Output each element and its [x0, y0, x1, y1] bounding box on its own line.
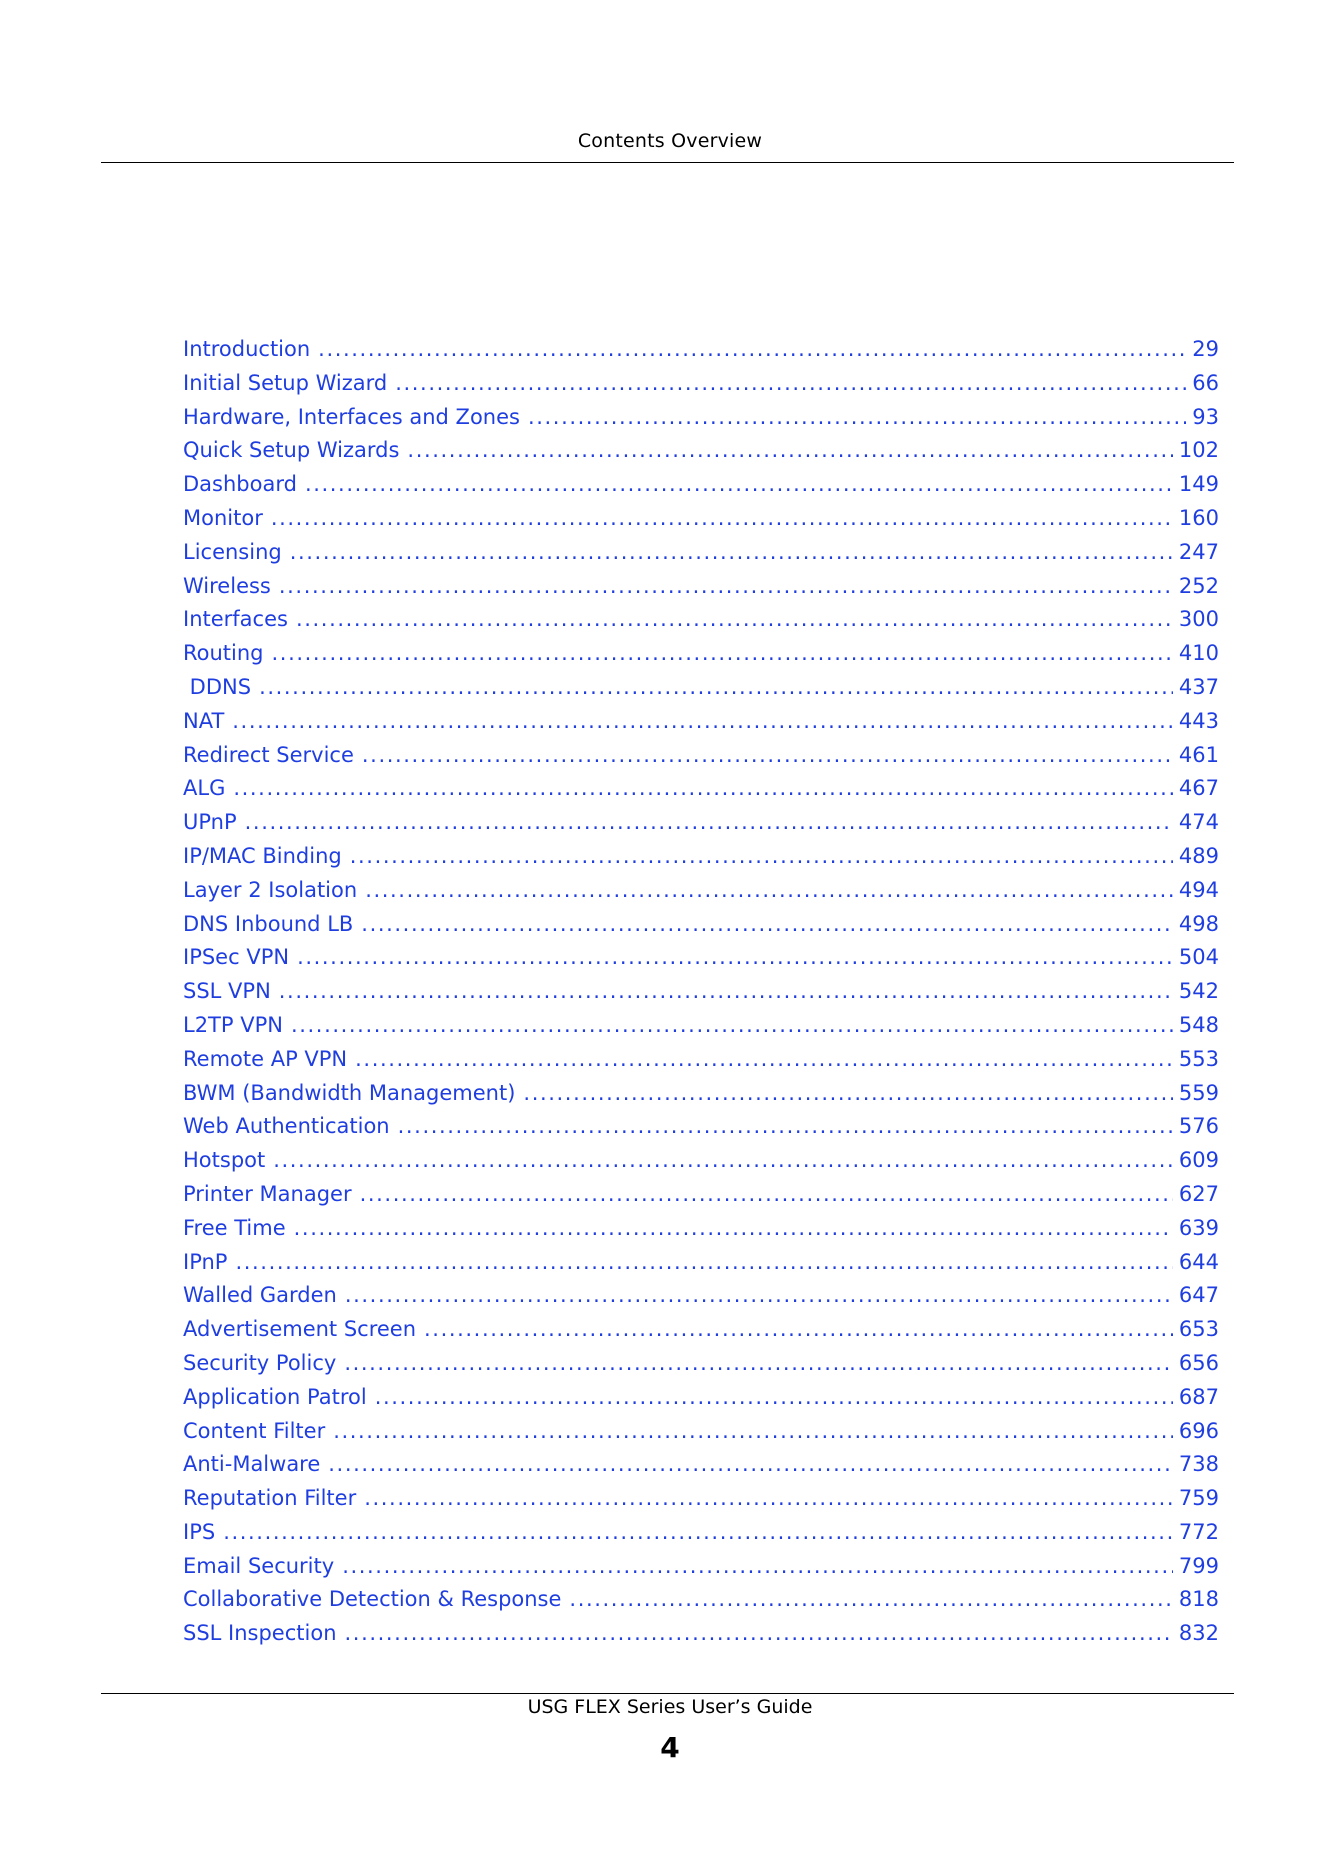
toc-entry[interactable] [183, 979, 1219, 1013]
toc-dot-leader [342, 1556, 1173, 1577]
toc-entry-title[interactable]: Interfaces [183, 607, 288, 632]
toc-dot-leader [365, 880, 1173, 901]
toc-entry[interactable] [183, 844, 1219, 878]
toc-dot-leader [305, 474, 1173, 495]
toc-entry-page-number[interactable]: 656 [1178, 1350, 1219, 1375]
toc-entry-title[interactable]: ALG [183, 776, 226, 801]
toc-dot-leader [344, 1353, 1173, 1374]
toc-entry[interactable] [183, 1283, 1219, 1317]
toc-dot-leader [245, 812, 1173, 833]
toc-entry-title[interactable]: Walled Garden [183, 1283, 337, 1308]
toc-entry-title[interactable]: Quick Setup Wizards [183, 438, 400, 463]
toc-entry-title[interactable]: Anti-Malware [183, 1452, 321, 1477]
toc-dot-leader [271, 508, 1173, 529]
toc-entry[interactable] [183, 472, 1219, 506]
toc-entry-page-number[interactable]: 489 [1178, 843, 1219, 868]
toc-dot-leader [375, 1387, 1173, 1408]
toc-dot-leader [291, 1015, 1173, 1036]
toc-entry-title[interactable]: Printer Manager [183, 1181, 352, 1206]
toc-dot-leader [235, 1252, 1172, 1273]
toc-dot-leader [294, 1218, 1173, 1239]
toc-entry-page-number[interactable]: 576 [1178, 1114, 1219, 1139]
page-header-title: Contents Overview [577, 130, 763, 152]
footer-divider [101, 1693, 1234, 1694]
toc-entry-page-number[interactable]: 66 [1192, 370, 1219, 395]
toc-entry-page-number[interactable]: 559 [1178, 1080, 1219, 1105]
toc-entry-title[interactable]: SSL Inspection [183, 1621, 337, 1646]
toc-entry[interactable] [183, 405, 1219, 439]
toc-dot-leader [233, 778, 1173, 799]
toc-dot-leader [569, 1589, 1172, 1610]
toc-dot-leader [398, 1116, 1173, 1137]
toc-entry[interactable] [183, 1351, 1219, 1385]
toc-entry[interactable] [183, 1554, 1219, 1588]
toc-entry-page-number[interactable]: 102 [1178, 438, 1219, 463]
toc-dot-leader [350, 846, 1173, 867]
toc-entry-title[interactable]: Email Security [183, 1553, 335, 1578]
toc-entry-page-number[interactable]: 494 [1178, 877, 1219, 902]
toc-entry[interactable] [183, 641, 1219, 675]
toc-dot-leader [318, 339, 1186, 360]
toc-entry[interactable] [183, 1114, 1219, 1148]
toc-entry-title[interactable]: Redirect Service [183, 742, 354, 767]
toc-entry[interactable] [183, 1047, 1219, 1081]
toc-entry[interactable] [183, 1587, 1219, 1621]
toc-entry-page-number[interactable]: 247 [1178, 539, 1219, 564]
toc-entry-title[interactable]: DDNS [183, 674, 252, 699]
toc-entry-page-number[interactable]: 644 [1178, 1249, 1219, 1274]
toc-entry[interactable] [183, 337, 1219, 371]
toc-entry-title[interactable]: UPnP [183, 810, 237, 835]
toc-entry-title[interactable]: Hotspot [183, 1148, 266, 1173]
toc-entry-page-number[interactable]: 548 [1178, 1012, 1219, 1037]
toc-entry-title[interactable]: Monitor [183, 505, 263, 530]
toc-entry[interactable] [183, 574, 1219, 608]
toc-entry[interactable] [183, 1216, 1219, 1250]
toc-dot-leader [279, 981, 1173, 1002]
toc-dot-leader [528, 407, 1186, 428]
toc-entry-title[interactable]: Web Authentication [183, 1114, 390, 1139]
toc-dot-leader [395, 373, 1186, 394]
toc-dot-leader [232, 711, 1173, 732]
toc-entry[interactable] [183, 1250, 1219, 1284]
toc-entry-page-number[interactable]: 772 [1178, 1519, 1219, 1544]
toc-entry-page-number[interactable]: 498 [1178, 911, 1219, 936]
toc-entry-page-number[interactable]: 759 [1178, 1486, 1219, 1511]
toc-entry-title[interactable]: Routing [183, 641, 264, 666]
toc-dot-leader [360, 1184, 1173, 1205]
toc-dot-leader [272, 643, 1173, 664]
toc-entry-title[interactable]: SSL VPN [183, 979, 271, 1004]
toc-entry-title[interactable]: IPSec VPN [183, 945, 290, 970]
toc-entry-title[interactable]: Introduction [183, 337, 311, 361]
toc-entry[interactable] [183, 743, 1219, 777]
toc-entry-title[interactable]: Content Filter [183, 1418, 326, 1443]
toc-entry-title[interactable]: Licensing [183, 539, 282, 564]
toc-entry-title[interactable]: IPS [183, 1519, 216, 1544]
toc-dot-leader [407, 440, 1172, 461]
header-divider [101, 162, 1234, 163]
toc-entry[interactable] [183, 1081, 1219, 1115]
toc-dot-leader [345, 1285, 1173, 1306]
toc-entry-title[interactable]: DNS Inbound LB [183, 911, 354, 936]
toc-entry[interactable] [183, 1419, 1219, 1453]
toc-entry-title[interactable]: Security Policy [183, 1350, 337, 1375]
toc-entry-page-number[interactable]: 93 [1192, 404, 1219, 429]
toc-entry[interactable] [183, 810, 1219, 844]
toc-entry-page-number[interactable]: 410 [1178, 641, 1219, 666]
toc-entry[interactable] [183, 540, 1219, 574]
toc-dot-leader [345, 1623, 1173, 1644]
toc-dot-leader [523, 1083, 1172, 1104]
toc-entry-page-number[interactable]: 437 [1178, 674, 1219, 699]
toc-entry-page-number[interactable]: 818 [1178, 1587, 1219, 1612]
toc-entry-page-number[interactable]: 553 [1178, 1046, 1219, 1071]
toc-entry[interactable] [183, 945, 1219, 979]
toc-dot-leader [273, 1150, 1173, 1171]
toc-entry[interactable] [183, 1385, 1219, 1419]
toc-entry-page-number[interactable]: 160 [1178, 505, 1219, 530]
toc-entry-title[interactable]: Collaborative Detection & Response [183, 1587, 562, 1612]
toc-entry-page-number[interactable]: 639 [1178, 1215, 1219, 1240]
toc-entry-title[interactable]: Hardware, Interfaces and Zones [183, 404, 520, 429]
toc-entry[interactable] [183, 1621, 1219, 1655]
toc-entry-title[interactable]: Application Patrol [183, 1384, 367, 1409]
toc-entry-page-number[interactable]: 687 [1178, 1384, 1219, 1409]
toc-entry-page-number[interactable]: 252 [1178, 573, 1219, 598]
page-number: 4 [660, 1731, 680, 1764]
toc-dot-leader [223, 1522, 1173, 1543]
toc-entry-title[interactable]: IPnP [183, 1249, 228, 1274]
toc-entry-page-number[interactable]: 467 [1178, 776, 1219, 801]
toc-entry[interactable] [183, 776, 1219, 810]
toc-entry-page-number[interactable]: 609 [1178, 1148, 1219, 1173]
toc-entry-title[interactable]: Dashboard [183, 472, 297, 497]
toc-entry-title[interactable]: Initial Setup Wizard [183, 370, 388, 395]
toc-dot-leader [279, 576, 1173, 597]
toc-entry[interactable] [183, 438, 1219, 472]
toc-dot-leader [355, 1049, 1173, 1070]
toc-dot-leader [364, 1488, 1173, 1509]
toc-entry-title[interactable]: L2TP VPN [183, 1012, 283, 1037]
toc-dot-leader [424, 1319, 1173, 1340]
toc-entry[interactable] [183, 709, 1219, 743]
toc-entry[interactable] [183, 1486, 1219, 1520]
toc-entry-page-number[interactable]: 29 [1192, 337, 1219, 361]
toc-entry-title[interactable]: BWM (Bandwidth Management) [183, 1080, 516, 1105]
toc-entry-title[interactable]: Free Time [183, 1215, 286, 1240]
toc-entry-title[interactable]: Remote AP VPN [183, 1046, 348, 1071]
toc-entry[interactable] [183, 1520, 1219, 1554]
toc-entry-title[interactable]: NAT [183, 708, 225, 733]
toc-entry-title[interactable]: Layer 2 Isolation [183, 877, 358, 902]
toc-entry-page-number[interactable]: 542 [1178, 979, 1219, 1004]
toc-entry[interactable] [183, 878, 1219, 912]
toc-entry[interactable] [183, 912, 1219, 946]
toc-dot-leader [297, 947, 1173, 968]
toc-entry-title[interactable]: Wireless [183, 573, 271, 598]
toc-entry-title[interactable]: IP/MAC Binding [183, 843, 342, 868]
toc-entry-page-number[interactable]: 149 [1178, 472, 1219, 497]
toc-dot-leader [333, 1421, 1173, 1442]
toc-entry-page-number[interactable]: 696 [1178, 1418, 1219, 1443]
toc-dot-leader [361, 914, 1173, 935]
toc-entry-page-number[interactable]: 504 [1178, 945, 1219, 970]
toc-entry[interactable] [183, 1148, 1219, 1182]
table-of-contents [183, 337, 1219, 1655]
toc-entry-page-number[interactable]: 474 [1178, 810, 1219, 835]
footer-guide-title: USG FLEX Series User’s Guide [527, 1696, 813, 1718]
toc-entry-page-number[interactable]: 647 [1178, 1283, 1219, 1308]
toc-entry-page-number[interactable]: 300 [1178, 607, 1219, 632]
toc-dot-leader [362, 745, 1173, 766]
toc-entry-page-number[interactable]: 461 [1178, 742, 1219, 767]
toc-dot-leader [259, 677, 1173, 698]
toc-entry-page-number[interactable]: 832 [1178, 1621, 1219, 1646]
toc-entry-page-number[interactable]: 443 [1178, 708, 1219, 733]
toc-entry[interactable] [183, 1182, 1219, 1216]
toc-dot-leader [296, 609, 1173, 630]
toc-entry[interactable] [183, 607, 1219, 641]
toc-entry-title[interactable]: Reputation Filter [183, 1486, 357, 1511]
toc-entry[interactable] [183, 1452, 1219, 1486]
toc-entry-page-number[interactable]: 799 [1178, 1553, 1219, 1578]
toc-entry[interactable] [183, 371, 1219, 405]
toc-entry-title[interactable]: Advertisement Screen [183, 1317, 417, 1342]
toc-entry-page-number[interactable]: 653 [1178, 1317, 1219, 1342]
toc-entry-page-number[interactable]: 738 [1178, 1452, 1219, 1477]
toc-entry[interactable] [183, 1013, 1219, 1047]
toc-entry[interactable] [183, 506, 1219, 540]
toc-entry-page-number[interactable]: 627 [1178, 1181, 1219, 1206]
toc-dot-leader [290, 542, 1173, 563]
toc-entry[interactable] [183, 675, 1219, 709]
toc-dot-leader [328, 1454, 1173, 1475]
toc-entry[interactable] [183, 1317, 1219, 1351]
